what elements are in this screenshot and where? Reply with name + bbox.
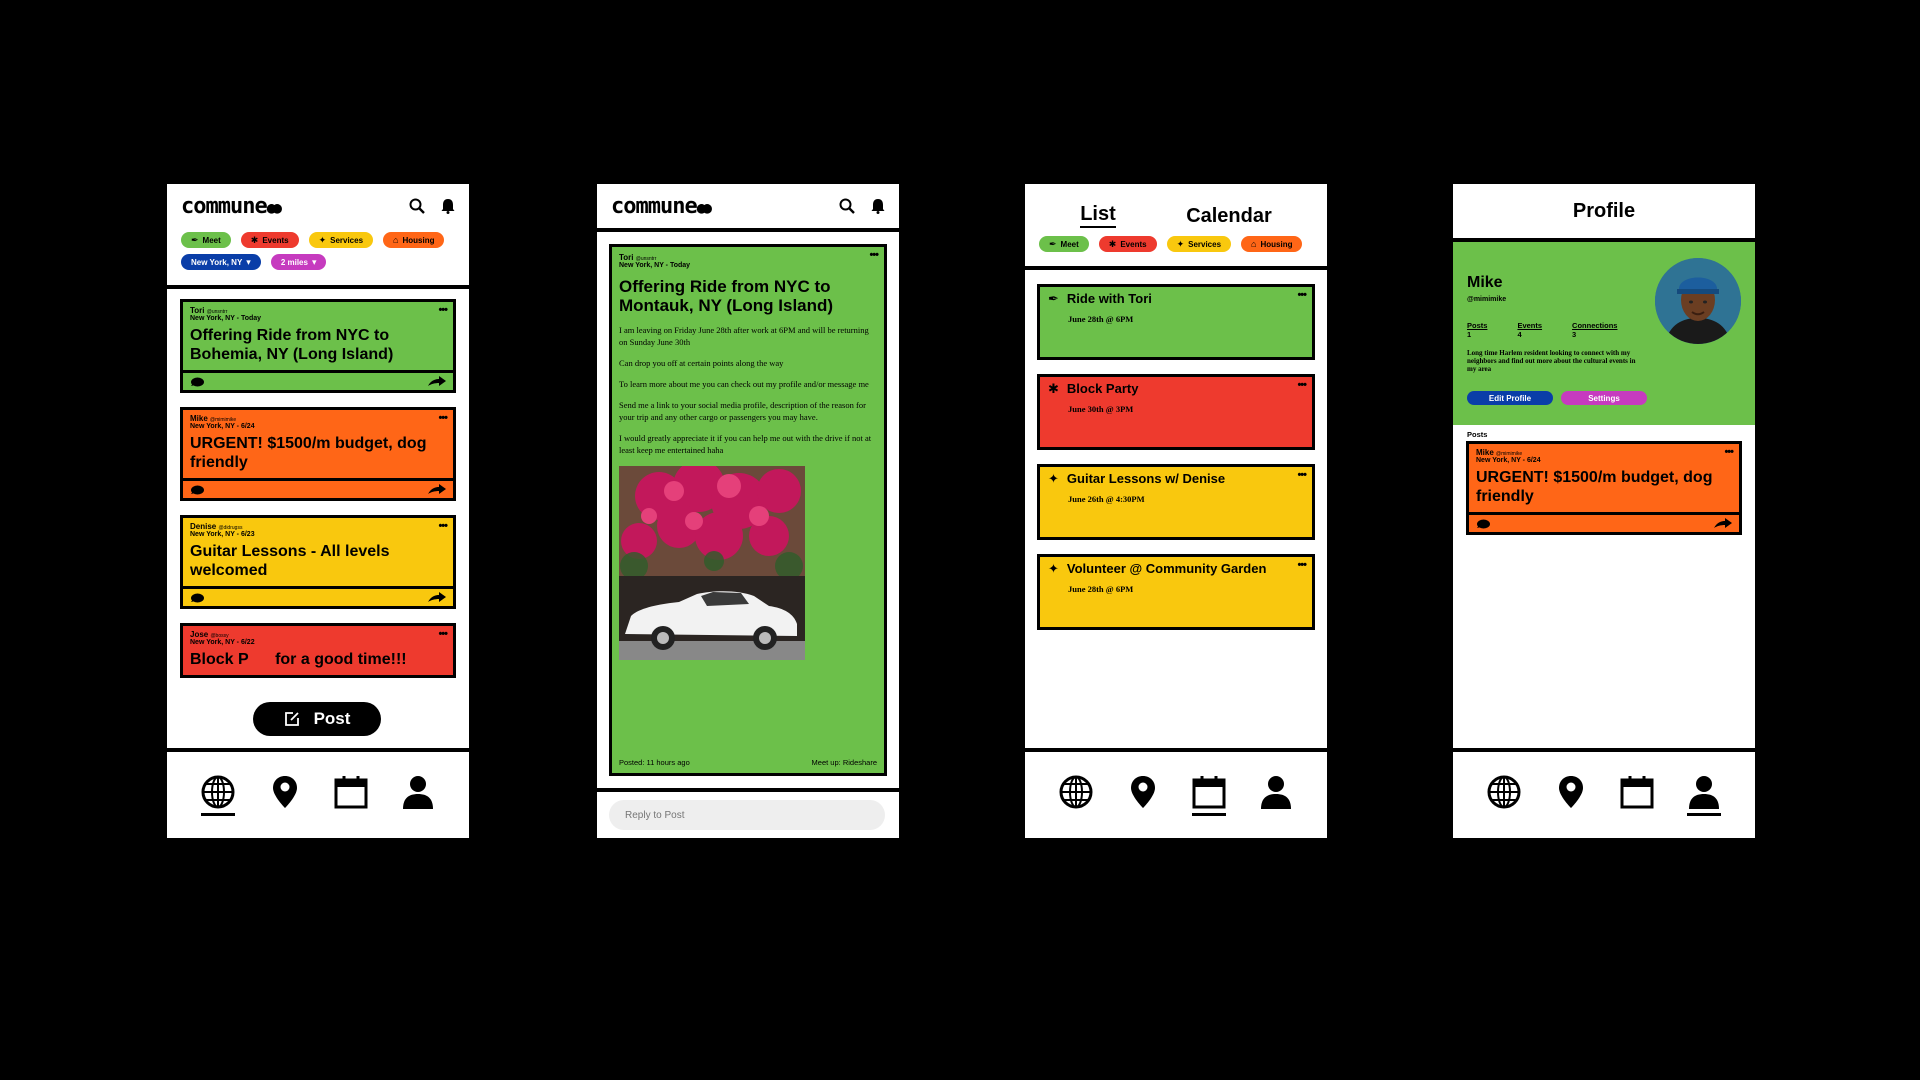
edit-profile-button[interactable]: Edit Profile (1467, 391, 1553, 405)
post-title: Offering Ride from NYC to Montauk, NY (Long Island) (619, 277, 834, 315)
search-icon[interactable] (409, 198, 425, 214)
post-title: Offering Ride from NYC to Bohemia, NY (Long Island) (190, 327, 394, 363)
distance-filter[interactable]: 2 miles ▾ (271, 254, 327, 270)
stat-events[interactable]: Events 4 (1517, 321, 1543, 339)
post-detail-screen (597, 184, 899, 838)
comment-icon[interactable] (190, 593, 204, 603)
new-post-button[interactable]: Post (253, 702, 381, 736)
share-arrow-icon[interactable] (1714, 518, 1732, 529)
filter-chip-meet[interactable]: ✒ Meet (181, 232, 231, 248)
post-title: Block P for a good time!!! (190, 651, 407, 668)
edit-icon (284, 711, 300, 727)
post-title: Guitar Lessons - All levels welcomed (190, 543, 390, 579)
nav-explore[interactable] (1057, 771, 1095, 819)
calendar-screen (1025, 184, 1327, 838)
more-icon[interactable]: ••• (438, 304, 447, 316)
post-card[interactable]: Mike @mimimike New York, NY - 6/24 ••• URGENT! $1500/m budget, dog friendly (180, 407, 456, 501)
globe-icon (1059, 775, 1093, 809)
person-icon (1260, 775, 1292, 809)
app-logo: commune●● (181, 193, 278, 219)
more-icon[interactable]: ••• (438, 412, 447, 424)
bottom-nav (1025, 748, 1327, 838)
event-type-icon: ✦ (1048, 471, 1059, 486)
event-item[interactable]: ✱ Block Party ••• June 30th @ 3PM (1037, 374, 1315, 450)
profile-name: Mike (1467, 274, 1503, 291)
nav-explore[interactable] (199, 771, 237, 819)
more-icon[interactable]: ••• (438, 628, 447, 640)
stat-posts[interactable]: Posts 1 (1467, 321, 1488, 339)
nav-calendar[interactable] (1618, 771, 1656, 819)
post-card[interactable]: Jose @bossy New York, NY - 6/22 ••• Block P for a good time!!! (180, 623, 456, 678)
post-card[interactable]: Mike @mimimike New York, NY - 6/24 ••• URGENT! $1500/m budget, dog friendly (1466, 441, 1742, 535)
profile-bio: Long time Harlem resident looking to connect with my neighbors and find out more about the cultural events in my area (1467, 349, 1636, 373)
post-detail-card: Tori @unsntrr New York, NY - Today ••• Offering Ride from NYC to Montauk, NY (Long Island) I am leaving on Friday June 28th after work at 6PM and will be returning on Sunday June 30th Can drop you off at certain points along the way To learn more about me you can check out my profile and/or message me Send me a link to your social media profile, description of the reason for your trip and any other cargo or passengers you may have. I would greatly appreciate it if you can help me out with the drive if not at least keep me entertained haha Posted: 11 hours ago Meet up: Rideshare (609, 244, 887, 776)
post-card[interactable]: Denise @didrugss New York, NY - 6/23 ••• Guitar Lessons - All levels welcomed (180, 515, 456, 609)
event-item[interactable]: ✒ Ride with Tori ••• June 28th @ 6PM (1037, 284, 1315, 360)
app-logo: commune●● (611, 193, 708, 219)
map-pin-icon (272, 775, 298, 809)
post-paragraph: To learn more about me you can check out my profile and/or message me (619, 379, 869, 389)
nav-map[interactable] (1124, 771, 1162, 819)
post-title: URGENT! $1500/m budget, dog friendly (190, 435, 427, 471)
map-pin-icon (1130, 775, 1156, 809)
nav-profile[interactable] (1257, 771, 1295, 819)
person-icon (402, 775, 434, 809)
post-card[interactable]: Tori @unsntrr New York, NY - Today ••• Offering Ride from NYC to Bohemia, NY (Long Island) (180, 299, 456, 393)
bottom-nav (167, 748, 469, 838)
filter-chip-housing[interactable]: ⌂ Housing (383, 232, 444, 248)
nav-explore[interactable] (1485, 771, 1523, 819)
nav-map[interactable] (1552, 771, 1590, 819)
post-title: URGENT! $1500/m budget, dog friendly (1476, 469, 1713, 505)
bottom-nav (1453, 748, 1755, 838)
posted-time: Posted: 11 hours ago (619, 758, 690, 767)
globe-icon (201, 775, 235, 809)
map-pin-icon (1558, 775, 1584, 809)
person-icon (1688, 775, 1720, 809)
search-icon[interactable] (839, 198, 855, 214)
filter-chip-events[interactable]: ✱ Events (1099, 236, 1157, 252)
post-paragraph: I would greatly appreciate it if you can help me out with the drive if not at least keep me entertained haha (619, 433, 872, 455)
tab-list[interactable]: List (1080, 203, 1116, 228)
nav-calendar[interactable] (1190, 771, 1228, 819)
more-icon[interactable]: ••• (869, 249, 878, 261)
nav-profile[interactable] (1685, 771, 1723, 819)
view-tabs (1025, 184, 1327, 232)
comment-icon[interactable] (190, 377, 204, 387)
avatar[interactable] (1655, 258, 1741, 344)
nav-calendar[interactable] (332, 771, 370, 819)
more-icon[interactable]: ••• (438, 520, 447, 532)
globe-icon (1487, 775, 1521, 809)
filter-chip-meet[interactable]: ✒ Meet (1039, 236, 1089, 252)
tab-calendar[interactable]: Calendar (1186, 205, 1272, 227)
nav-map[interactable] (266, 771, 304, 819)
bell-icon[interactable] (441, 198, 455, 214)
posts-section-label: Posts (1467, 430, 1488, 439)
more-icon[interactable]: ••• (1297, 379, 1306, 391)
post-paragraph: Can drop you off at certain points along the way (619, 358, 784, 368)
share-arrow-icon[interactable] (428, 376, 446, 387)
more-icon[interactable]: ••• (1297, 559, 1306, 571)
calendar-icon (334, 775, 368, 809)
filter-chip-services[interactable]: ✦ Services (309, 232, 373, 248)
page-title: Profile (1572, 199, 1636, 222)
event-type-icon: ✦ (1048, 561, 1059, 576)
settings-button[interactable]: Settings (1561, 391, 1647, 405)
more-icon[interactable]: ••• (1297, 469, 1306, 481)
post-paragraph: I am leaving on Friday June 28th after work at 6PM and will be returning on Sunday June 30th (619, 325, 869, 347)
event-item[interactable]: ✦ Volunteer @ Community Garden ••• June 28th @ 6PM (1037, 554, 1315, 630)
reply-input[interactable] (609, 800, 885, 830)
profile-header (1453, 242, 1755, 425)
comment-icon[interactable] (190, 485, 204, 495)
app-header (167, 184, 469, 228)
calendar-icon (1620, 775, 1654, 809)
calendar-icon (1192, 775, 1226, 809)
feed-screen (167, 184, 469, 838)
nav-profile[interactable] (399, 771, 437, 819)
location-filter[interactable]: New York, NY ▾ (181, 254, 261, 270)
filter-chips (1025, 232, 1327, 252)
stat-connections[interactable]: Connections 3 (1572, 321, 1618, 339)
event-type-icon: ✒ (1048, 291, 1059, 306)
post-photo[interactable] (619, 466, 805, 660)
share-arrow-icon[interactable] (428, 484, 446, 495)
bell-icon[interactable] (871, 198, 885, 214)
profile-handle: @mimimike (1467, 296, 1507, 303)
post-feed (167, 289, 469, 748)
post-category: Meet up: Rideshare (811, 758, 877, 767)
filter-chip-events[interactable]: ✱ Events (241, 232, 299, 248)
more-icon[interactable]: ••• (1724, 446, 1733, 458)
filter-chip-services[interactable]: ✦ Services (1167, 236, 1231, 252)
reply-bar (597, 788, 899, 838)
profile-screen (1453, 184, 1755, 838)
share-arrow-icon[interactable] (428, 592, 446, 603)
event-list (1025, 284, 1327, 644)
filter-chip-housing[interactable]: ⌂ Housing (1241, 236, 1302, 252)
event-type-icon: ✱ (1048, 381, 1059, 396)
event-item[interactable]: ✦ Guitar Lessons w/ Denise ••• June 26th @ 4:30PM (1037, 464, 1315, 540)
comment-icon[interactable] (1476, 519, 1490, 529)
more-icon[interactable]: ••• (1297, 289, 1306, 301)
post-paragraph: Send me a link to your social media profile, description of the reason for your trip and any other cargo or passengers you may have. (619, 400, 866, 422)
app-header (597, 184, 899, 228)
filter-chips (167, 228, 469, 270)
